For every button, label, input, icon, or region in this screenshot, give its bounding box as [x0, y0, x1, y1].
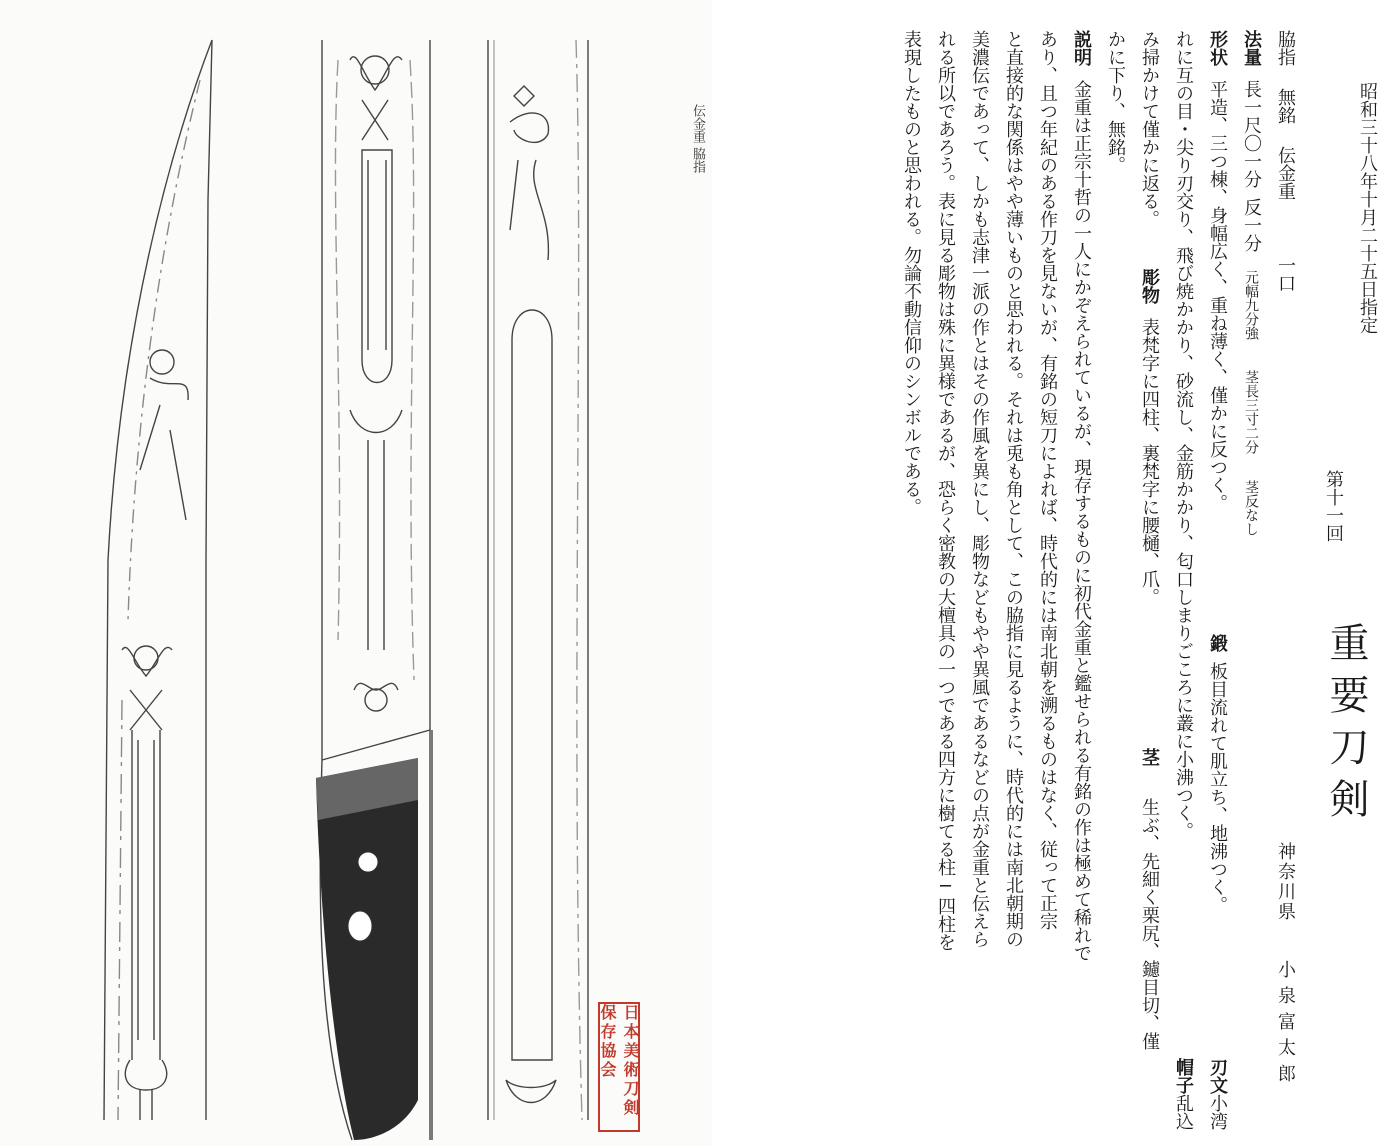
oshigata-caption-attribution: 伝金重 — [690, 104, 705, 143]
nakago-label: 茎 — [1139, 748, 1160, 766]
shihobashira-carving-omote — [122, 646, 172, 1120]
keijou-text: 平造、三つ棟、身幅広く、重ね薄く、僅かに反つく。 — [1207, 80, 1228, 512]
horimono-text: 表梵字に四柱、裏梵字に腰樋、爪。 — [1139, 318, 1160, 606]
kitae-label: 鍛 — [1207, 634, 1228, 652]
houryou-nakago-length: 茎長三寸二分 — [1243, 370, 1259, 454]
houryou-motohaba: 元幅九分強 — [1243, 270, 1259, 340]
boushi-label: 帽子 — [1173, 1058, 1194, 1094]
bonji-carving-ura — [350, 56, 402, 140]
hamon-text-cont: れに互の目・尖り刃交り、飛び焼かかり、砂流し、金筋かかり、匂口しまりごころに叢に小沸つく。 — [1173, 30, 1194, 840]
setsumei-line-3: と直接的な関係はやや薄いものと思われる。それは兎も角として、この脇指に見るように、時代的には南北朝期の — [1003, 30, 1024, 948]
page-title: 重要刀剣 — [1323, 622, 1369, 830]
keijou-label: 形状 — [1207, 30, 1228, 66]
item-attribution: 伝金重 — [1275, 146, 1296, 200]
nakago-text-start: 生ぶ、先細く栗尻、鑢目切、僅 — [1139, 798, 1160, 1050]
setsumei-label: 説明 — [1071, 30, 1092, 66]
boushi-text-cont: み掃かけて僅かに返る。 — [1139, 30, 1160, 228]
horimono-label: 彫物 — [1139, 268, 1160, 304]
bonji-carving-mune — [510, 86, 548, 260]
item-mei: 無銘 — [1275, 88, 1296, 124]
nbthk-red-seal: 日本美術刀剣保存協会 — [598, 1002, 640, 1132]
kitae-text: 板目流れて肌立ち、地沸つく。 — [1207, 662, 1228, 914]
setsumei-line-4: 美濃伝であって、しかも志津一派の作とはその作風を異にし、彫物などもやや異風であるなどの点が金重と伝えら — [969, 30, 990, 948]
owner-name: 小泉富太郎 — [1275, 960, 1296, 1090]
houryou-nakago-sori: 茎反なし — [1243, 480, 1259, 536]
owner-prefecture: 神奈川県 — [1275, 842, 1296, 922]
houryou-length: 長一尺〇一分 — [1241, 80, 1262, 188]
item-type: 脇指 — [1275, 30, 1296, 66]
nakago-text-cont: かに下り、無銘。 — [1105, 30, 1126, 174]
hamon-label: 刃文 — [1207, 1058, 1228, 1094]
hamon-text-start: 小湾 — [1207, 1094, 1228, 1130]
designation-date: 昭和三十八年十月二十五日指定 — [1357, 82, 1378, 334]
blade-omote-outline — [104, 40, 212, 1120]
mekugi-ana-hole-2 — [348, 911, 372, 941]
setsumei-line-6: 表現したものと思われる。勿論不動信仰のシンボルである。 — [901, 30, 922, 516]
item-count: 一口 — [1275, 256, 1296, 292]
setsumei-line-2: あり、且つ年紀のある作刀を見ないが、有銘の短刀によれば、時代的には南北朝を溯るものはなく、従って正宗 — [1037, 30, 1058, 930]
boushi-text-start: 乱込 — [1173, 1094, 1194, 1130]
bonji-carving-omote — [140, 350, 188, 520]
tsume-groove-mune — [506, 310, 556, 1103]
mekugi-ana-hole-1 — [358, 852, 378, 872]
session-number: 第十一回 — [1323, 470, 1344, 542]
setsumei-line-5: れる所以であろう。表に見る彫物は殊に異様であるが、恐らく密教の大檀具の一つである四方に樹てる柱─四柱を — [935, 30, 956, 951]
setsumei-line-1: 金重は正宗十哲の一人にかぞえられているが、現存するものに初代金重と鑑せられる有銘の作は極めて稀れで — [1071, 80, 1092, 962]
oshigata-caption-type: 脇指 — [690, 147, 705, 173]
koshibi-groove-ura — [350, 150, 402, 711]
houryou-sori: 反一分 — [1241, 198, 1262, 252]
houryou-label: 法量 — [1241, 30, 1262, 66]
